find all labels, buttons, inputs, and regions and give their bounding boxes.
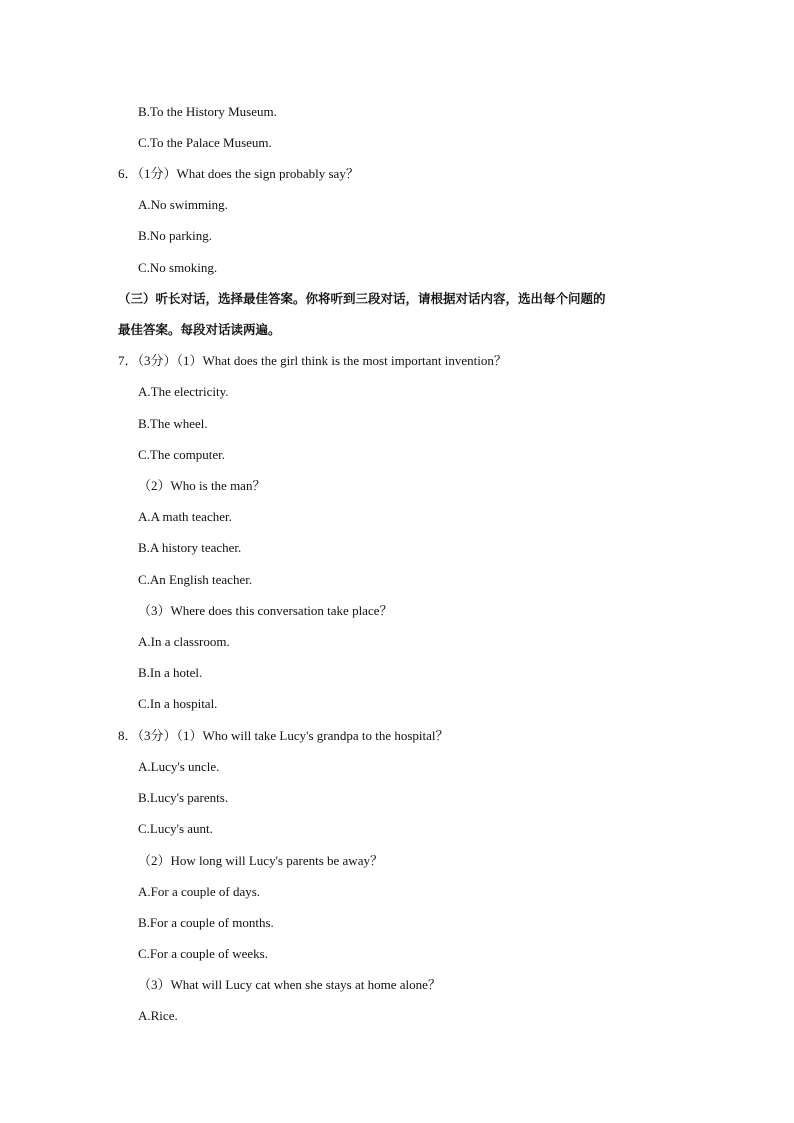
option-5c: C.To the Palace Museum.	[138, 135, 272, 150]
subquestion-7-3: （3）Where does this conversation take place？	[138, 603, 393, 618]
option-5b: B.To the History Museum.	[138, 104, 277, 119]
option-8-2c: C.For a couple of weeks.	[138, 946, 268, 961]
question-7: 7．（3分）（1）What does the girl think is the most important invention？	[118, 353, 507, 368]
section-3-instruction-line-1: （三）听长对话，选择最佳答案。你将听到三段对话，请根据对话内容，选出每个问题的	[118, 291, 606, 306]
option-8-1c: C.Lucy's aunt.	[138, 821, 213, 836]
subquestion-8-2: （2）How long will Lucy's parents be away？	[138, 853, 383, 868]
option-7-3c: C.In a hospital.	[138, 696, 218, 711]
option-7-1a: A.The electricity.	[138, 384, 229, 399]
option-8-2b: B.For a couple of months.	[138, 915, 274, 930]
section-3-instruction-line-2: 最佳答案。每段对话读两遍。	[118, 322, 281, 337]
option-7-2b: B.A history teacher.	[138, 540, 242, 555]
option-7-2a: A.A math teacher.	[138, 509, 232, 524]
option-7-3a: A.In a classroom.	[138, 634, 230, 649]
option-7-3b: B.In a hotel.	[138, 665, 203, 680]
option-8-1a: A.Lucy's uncle.	[138, 759, 220, 774]
question-8: 8．（3分）（1）Who will take Lucy's grandpa to the hospital？	[118, 728, 449, 743]
option-7-1b: B.The wheel.	[138, 416, 208, 431]
question-6: 6．（1分）What does the sign probably say？	[118, 166, 359, 181]
subquestion-8-3: （3）What will Lucy cat when she stays at home alone？	[138, 977, 441, 992]
option-8-3a: A.Rice.	[138, 1008, 178, 1023]
option-6a: A.No swimming.	[138, 197, 228, 212]
option-7-2c: C.An English teacher.	[138, 572, 253, 587]
option-6c: C.No smoking.	[138, 260, 218, 275]
option-8-1b: B.Lucy's parents.	[138, 790, 229, 805]
option-8-2a: A.For a couple of days.	[138, 884, 261, 899]
option-7-1c: C.The computer.	[138, 447, 226, 462]
option-6b: B.No parking.	[138, 228, 213, 243]
subquestion-7-2: （2）Who is the man？	[138, 478, 266, 493]
